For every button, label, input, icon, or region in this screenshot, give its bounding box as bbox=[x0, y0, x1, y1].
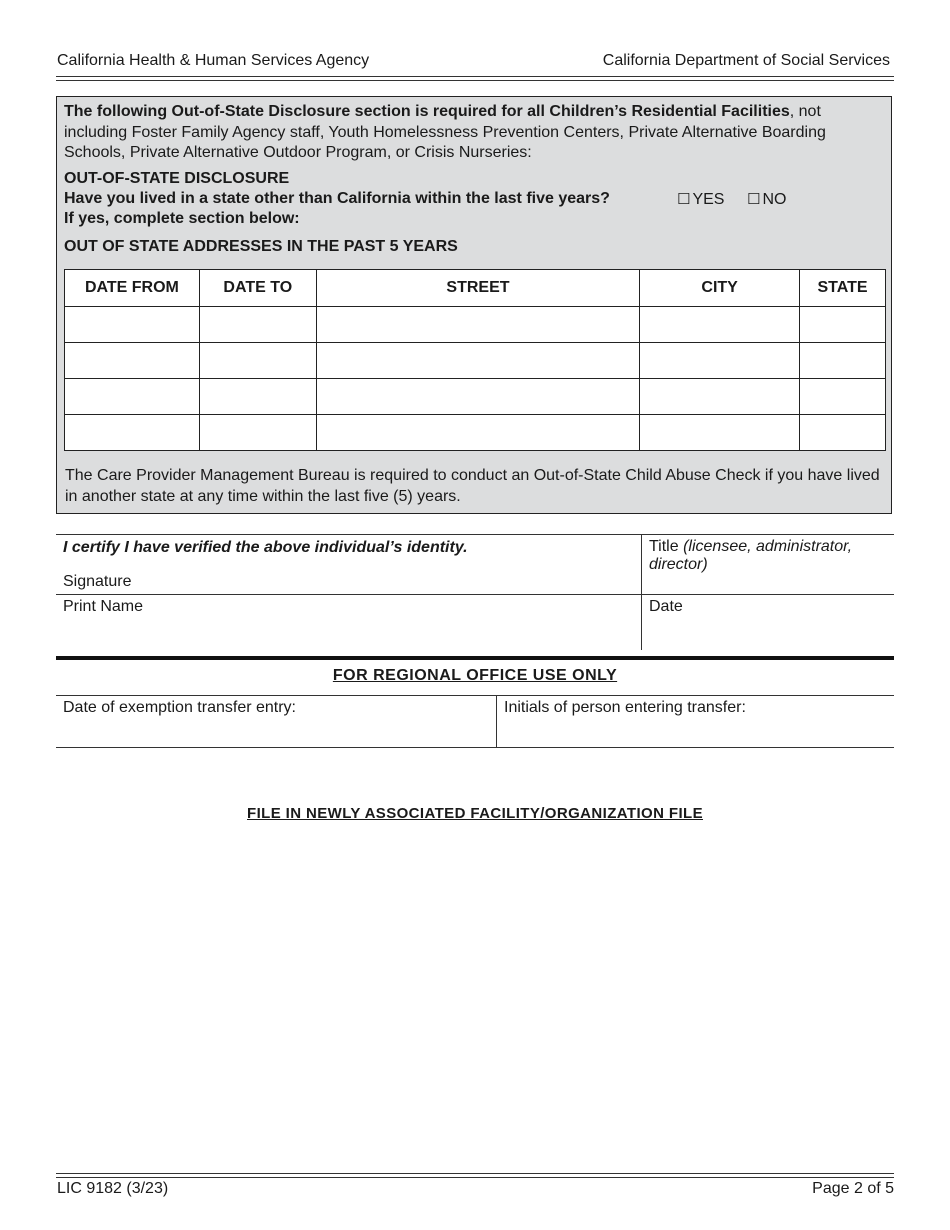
table-row bbox=[65, 343, 886, 379]
agency-name: California Health & Human Services Agency bbox=[57, 52, 370, 69]
date-from-cell[interactable] bbox=[65, 415, 200, 451]
date-from-cell[interactable] bbox=[65, 343, 200, 379]
date-to-cell[interactable] bbox=[199, 415, 316, 451]
yes-label: YES bbox=[692, 191, 725, 208]
column-header-city: CITY bbox=[640, 270, 800, 307]
disclosure-intro-rest: , not including Foster Family Agency staff, Youth Homelessness Prevention Centers, Private Alternative Boarding Schools, Private Alternative Outdoor Program, or Crisis Nurseries: bbox=[64, 103, 826, 161]
no-label: NO bbox=[762, 191, 787, 208]
title-field[interactable] bbox=[641, 535, 894, 594]
city-cell[interactable] bbox=[640, 343, 800, 379]
state-cell[interactable] bbox=[800, 379, 886, 415]
section-divider bbox=[56, 656, 894, 660]
title-label: Title bbox=[649, 538, 684, 555]
state-cell[interactable] bbox=[800, 343, 886, 379]
disclosure-intro bbox=[64, 102, 884, 164]
print-name-field[interactable] bbox=[56, 595, 641, 650]
out-of-state-disclosure-section bbox=[56, 96, 892, 514]
date-field[interactable] bbox=[641, 595, 894, 650]
disclosure-title: OUT-OF-STATE DISCLOSURE bbox=[64, 170, 290, 187]
addresses-table bbox=[64, 269, 886, 451]
state-cell[interactable] bbox=[800, 307, 886, 343]
date-from-cell[interactable] bbox=[65, 379, 200, 415]
table-row bbox=[65, 307, 886, 343]
transfer-initials-field[interactable] bbox=[496, 696, 894, 747]
date-to-cell[interactable] bbox=[199, 307, 316, 343]
print-name-row bbox=[56, 594, 894, 650]
print-name-label: Print Name bbox=[63, 598, 144, 615]
header-rule bbox=[56, 76, 894, 81]
no-checkbox[interactable] bbox=[747, 190, 786, 209]
checkbox-icon: ☐ bbox=[747, 191, 761, 208]
footer-rule bbox=[56, 1173, 894, 1178]
child-abuse-check-note: The Care Provider Management Bureau is required to conduct an Out-of-State Child Abuse Check if you have lived in another state at any time within the last five (5) years. bbox=[65, 467, 880, 505]
street-cell[interactable] bbox=[316, 379, 640, 415]
disclosure-question: Have you lived in a state other than California within the last five years? bbox=[64, 190, 610, 207]
column-header-state: STATE bbox=[800, 270, 886, 307]
regional-office-heading: FOR REGIONAL OFFICE USE ONLY bbox=[332, 667, 618, 684]
date-to-cell[interactable] bbox=[199, 343, 316, 379]
street-cell[interactable] bbox=[316, 343, 640, 379]
addresses-title: OUT OF STATE ADDRESSES IN THE PAST 5 YEARS bbox=[64, 238, 458, 255]
checkbox-icon: ☐ bbox=[677, 191, 691, 208]
column-header-date-to: DATE TO bbox=[199, 270, 316, 307]
table-row bbox=[65, 379, 886, 415]
form-id: LIC 9182 (3/23) bbox=[57, 1180, 169, 1197]
date-from-cell[interactable] bbox=[65, 307, 200, 343]
page-number: Page 2 of 5 bbox=[812, 1180, 894, 1197]
disclosure-intro-bold: The following Out-of-State Disclosure section is required for all Children’s Residential Facilities bbox=[64, 103, 790, 120]
initials-label: Initials of person entering transfer: bbox=[504, 699, 746, 716]
street-cell[interactable] bbox=[316, 307, 640, 343]
date-label: Date bbox=[649, 598, 683, 615]
date-to-cell[interactable] bbox=[199, 379, 316, 415]
regional-office-row bbox=[56, 695, 894, 748]
table-row bbox=[65, 415, 886, 451]
street-cell[interactable] bbox=[316, 415, 640, 451]
exemption-transfer-date-field[interactable] bbox=[56, 696, 496, 747]
city-cell[interactable] bbox=[640, 307, 800, 343]
column-header-date-from: DATE FROM bbox=[65, 270, 200, 307]
title-hint: (licensee, administrator, director) bbox=[649, 538, 853, 573]
signature-field[interactable] bbox=[56, 535, 641, 594]
department-name: California Department of Social Services bbox=[602, 52, 890, 69]
exemption-date-label: Date of exemption transfer entry: bbox=[63, 699, 296, 716]
signature-label: Signature bbox=[63, 573, 132, 590]
yes-checkbox[interactable] bbox=[677, 190, 724, 209]
table-header-row bbox=[65, 270, 886, 307]
file-instruction: FILE IN NEWLY ASSOCIATED FACILITY/ORGANIZATION FILE bbox=[247, 805, 703, 822]
certify-statement: I certify I have verified the above individual’s identity. bbox=[63, 539, 468, 556]
certification-row bbox=[56, 534, 894, 594]
if-yes-instruction: If yes, complete section below: bbox=[64, 210, 300, 227]
city-cell[interactable] bbox=[640, 415, 800, 451]
city-cell[interactable] bbox=[640, 379, 800, 415]
column-header-street: STREET bbox=[316, 270, 640, 307]
state-cell[interactable] bbox=[800, 415, 886, 451]
